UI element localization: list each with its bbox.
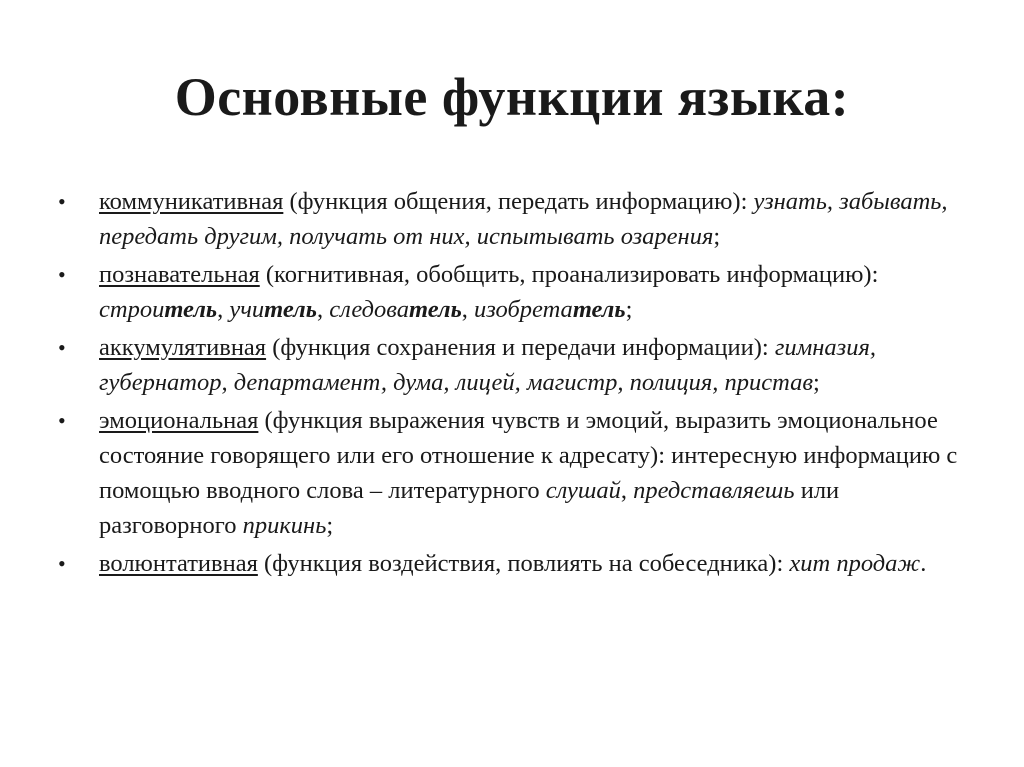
example-word [474,296,626,323]
separator: , [217,296,230,323]
bullet-icon: • [58,262,66,287]
terminator: ; [713,223,721,250]
word-suffix: тель [572,296,626,323]
term-accumulative: аккумулятивная [99,334,267,361]
word-suffix: тель [164,296,218,323]
slide-title: Основные функции языка: [174,67,850,127]
example-word [99,296,217,323]
separator: , [620,477,634,504]
word-stem: учи [229,296,265,323]
word-stem: следова [329,296,409,323]
description: (функция воздействия, повлиять на собеседника): [257,550,790,577]
term-emotional: эмоциональная [99,407,259,434]
examples: хит продаж [789,550,921,577]
bullet-icon: • [58,189,66,214]
word-suffix: тель [409,296,462,323]
example-word [229,296,317,323]
connector-text: или разговорного [99,477,840,539]
list-item-communicative [58,184,968,254]
example-word: представляешь [633,477,795,504]
bullet-icon: • [58,551,66,576]
list-item-cognitive [58,257,968,327]
description: (когнитивная, обобщить, проанализировать информацию): [259,261,879,288]
example-word: слушай [545,477,621,504]
term-voluntative: волюнтативная [99,550,258,577]
bullet-icon: • [58,335,66,360]
list-item-voluntative [58,546,968,581]
separator: , [461,296,475,323]
term-cognitive: познавательная [99,261,260,288]
list-item-emotional [58,403,968,543]
terminator: ; [326,512,334,539]
word-stem: строи [99,296,165,323]
functions-list [58,184,968,584]
description: (функция общения, передать информацию): [283,188,754,215]
term-communicative: коммуникативная [99,188,284,215]
description: (функция выражения чувств и эмоций, выразить эмоциональное состояние говорящего или его отношение к адресату): интересную информацию с помощью вводного слова – литературного [99,407,958,504]
example-word: прикинь [242,512,327,539]
separator: , [316,296,330,323]
description: (функция сохранения и передачи информации): [266,334,775,361]
word-suffix: тель [264,296,317,323]
terminator: ; [813,369,820,396]
examples: узнать, забывать, передать другим, получать от них, испытывать озарения [99,188,948,250]
word-stem: изобрета [474,296,573,323]
bullet-icon: • [58,408,66,433]
terminator: . [920,550,927,577]
examples: гимназия, губернатор, департамент, дума, лицей, магистр, полиция, пристав [99,334,876,396]
terminator: ; [625,296,633,323]
example-word [329,296,462,323]
list-item-accumulative [58,330,968,400]
